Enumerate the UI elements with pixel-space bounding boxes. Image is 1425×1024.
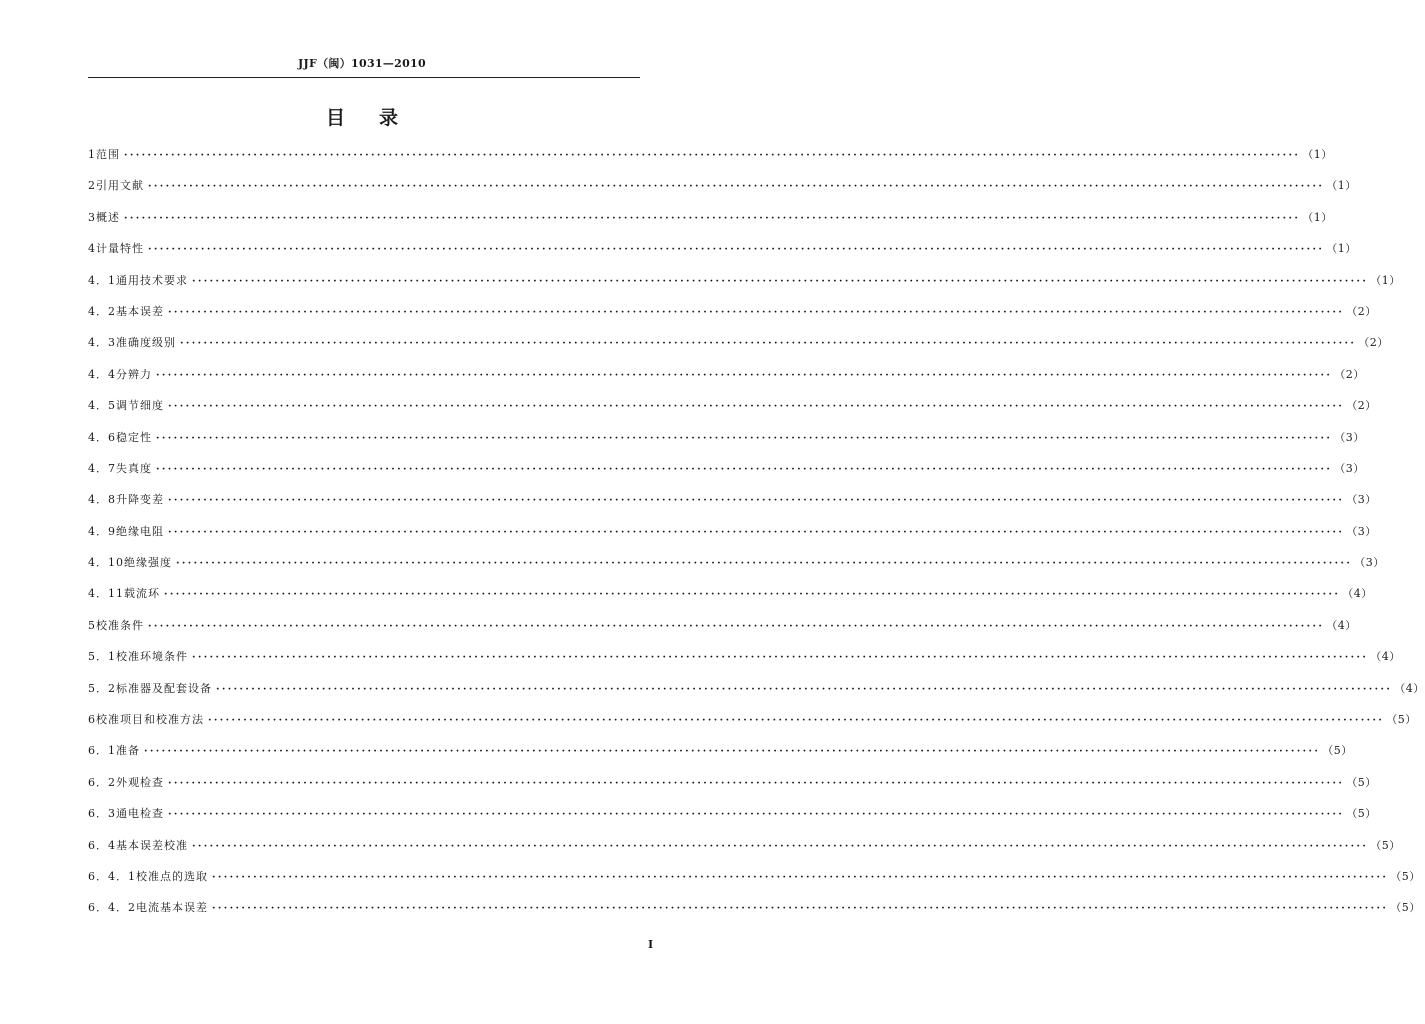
toc-entry-label: 基本误差校准 <box>116 838 188 852</box>
toc-entry-page: （5） <box>1370 838 1401 852</box>
toc-entry[interactable] <box>88 270 1401 301</box>
toc-entry-page: （4） <box>1326 618 1357 632</box>
toc-entry-page: （5） <box>1322 744 1353 758</box>
toc-entry[interactable] <box>88 803 1377 834</box>
toc-entry-label: 绝缘强度 <box>124 556 172 570</box>
toc-entry-number: 5 <box>88 618 96 632</box>
toc-entry-leader-dots: ········································································································································································································ <box>124 212 1301 224</box>
toc-entry-number: 4．7 <box>88 461 116 475</box>
toc-entry-page: （3） <box>1334 461 1365 475</box>
toc-entry[interactable] <box>88 395 1377 426</box>
toc-entry-leader-dots: ········································································································································································································ <box>148 244 1325 256</box>
toc-entry[interactable] <box>88 709 1417 740</box>
toc-entry-number: 5．1 <box>88 650 116 664</box>
toc-entry[interactable] <box>88 427 1365 458</box>
toc-entry[interactable] <box>88 144 1333 175</box>
toc-entry-leader-dots: ········································································································································································································ <box>192 840 1369 852</box>
toc-entry-leader-dots: ········································································································································································································ <box>148 181 1325 193</box>
toc-entry-page: （1） <box>1326 179 1357 193</box>
toc-entry-label: 准确度级别 <box>116 336 176 350</box>
toc-entry-leader-dots: ········································································································································································································ <box>192 652 1369 664</box>
toc-entry-page: （1） <box>1370 273 1401 287</box>
toc-entry[interactable] <box>88 678 1425 709</box>
toc-entry[interactable] <box>88 646 1401 677</box>
toc-entry-number: 4．8 <box>88 493 116 507</box>
toc-entry-leader-dots: ········································································································································································································ <box>168 495 1345 507</box>
toc-entry[interactable] <box>88 332 1389 363</box>
page-number: I <box>648 938 654 951</box>
toc-entry-label: 分辨力 <box>116 367 152 381</box>
toc-entry-number: 4．11 <box>88 587 124 601</box>
toc-entry-page: （3） <box>1354 556 1385 570</box>
toc-entry-number: 5．2 <box>88 681 116 695</box>
toc-entry-page: （2） <box>1358 336 1389 350</box>
toc-entry-page: （5） <box>1386 713 1417 727</box>
toc-entry-page: （1） <box>1326 242 1357 256</box>
toc-entry-leader-dots: ········································································································································································································ <box>156 463 1333 475</box>
toc-entry-number: 6．2 <box>88 775 116 789</box>
toc-entry-number: 4．9 <box>88 524 116 538</box>
toc-entry[interactable] <box>88 897 1421 928</box>
toc-entry-number: 4．6 <box>88 430 116 444</box>
header-rule <box>88 77 640 78</box>
toc-entry-leader-dots: ········································································································································································································ <box>144 746 1321 758</box>
toc-entry-label: 范围 <box>96 148 120 161</box>
toc-entry[interactable] <box>88 615 1357 646</box>
toc-entry-label: 载流环 <box>124 587 160 601</box>
toc-entry[interactable] <box>88 552 1385 583</box>
toc-entry-page: （2） <box>1346 399 1377 413</box>
toc-entry-page: （5） <box>1346 807 1377 821</box>
toc-entry-label: 外观检查 <box>116 775 164 789</box>
toc-entry-label: 校准条件 <box>96 618 144 632</box>
toc-entry[interactable] <box>88 458 1365 489</box>
toc-entry[interactable] <box>88 175 1357 206</box>
toc-entry-leader-dots: ········································································································································································································ <box>208 715 1385 727</box>
toc-entry[interactable] <box>88 772 1377 803</box>
toc-entry-number: 1 <box>88 148 96 161</box>
toc-entry-number: 3 <box>88 210 96 224</box>
toc-entry[interactable] <box>88 489 1377 520</box>
toc-entry[interactable] <box>88 740 1353 771</box>
toc-entry-number: 6．4．1 <box>88 869 136 883</box>
toc-entry-number: 6．4 <box>88 838 116 852</box>
toc-entry-label: 准备 <box>116 744 140 758</box>
toc-entry-page: （2） <box>1334 367 1365 381</box>
toc-entry-number: 4．4 <box>88 367 116 381</box>
toc-entry-leader-dots: ········································································································································································································ <box>124 150 1301 161</box>
toc-entry-page: （3） <box>1334 430 1365 444</box>
toc-entry-page: （4） <box>1342 587 1373 601</box>
toc-entry-label: 基本误差 <box>116 304 164 318</box>
toc-entry[interactable] <box>88 364 1365 395</box>
toc-entry-leader-dots: ········································································································································································································ <box>216 683 1393 695</box>
toc-entry-leader-dots: ········································································································································································································ <box>180 338 1357 350</box>
toc-entry-leader-dots: ········································································································································································································ <box>156 432 1333 444</box>
toc-entry-label: 校准点的选取 <box>136 869 208 883</box>
toc-entry-number: 6 <box>88 713 96 727</box>
toc-entry-leader-dots: ········································································································································································································ <box>148 620 1325 632</box>
toc-entry-number: 4 <box>88 242 96 256</box>
toc-entry-number: 4．1 <box>88 273 116 287</box>
toc-entry-number: 4．2 <box>88 304 116 318</box>
toc-entry-page: （2） <box>1346 304 1377 318</box>
toc-entry-page: （4） <box>1394 681 1425 695</box>
toc-entry-number: 2 <box>88 179 96 193</box>
toc-entry-leader-dots: ········································································································································································································ <box>212 903 1389 915</box>
toc-entry-label: 校准环境条件 <box>116 650 188 664</box>
toc-title: 目录 <box>325 107 432 129</box>
toc-entry-label: 标准器及配套设备 <box>116 681 212 695</box>
toc-entry-number: 6．1 <box>88 744 116 758</box>
document-code-header: JJF（闽）1031—2010 <box>298 57 426 70</box>
toc-entry-label: 引用文献 <box>96 179 144 193</box>
toc-entry-page: （4） <box>1370 650 1401 664</box>
toc-entry-leader-dots: ········································································································································································································ <box>176 558 1353 570</box>
toc-entry-label: 电流基本误差 <box>136 901 208 915</box>
toc-entry-number: 4．3 <box>88 336 116 350</box>
toc-entry[interactable] <box>88 583 1373 614</box>
toc-entry-number: 4．10 <box>88 556 124 570</box>
toc-entry-label: 稳定性 <box>116 430 152 444</box>
toc-entry-number: 6．3 <box>88 807 116 821</box>
toc-entry-label: 绝缘电阻 <box>116 524 164 538</box>
toc-entry[interactable] <box>88 207 1333 238</box>
toc-entry[interactable] <box>88 866 1421 897</box>
toc-entry-label: 计量特性 <box>96 242 144 256</box>
toc-entry-number: 6．4．2 <box>88 901 136 915</box>
toc-entry[interactable] <box>88 301 1377 332</box>
toc-entry-page: （3） <box>1346 524 1377 538</box>
toc-entry-leader-dots: ········································································································································································································ <box>192 275 1369 287</box>
table-of-contents <box>88 144 1425 929</box>
toc-entry-leader-dots: ········································································································································································································ <box>156 369 1333 381</box>
toc-entry[interactable] <box>88 521 1377 552</box>
toc-entry-page: （1） <box>1302 210 1333 224</box>
toc-entry-label: 通电检查 <box>116 807 164 821</box>
toc-entry-page: （5） <box>1390 869 1421 883</box>
toc-entry[interactable] <box>88 238 1357 269</box>
toc-entry-page: （5） <box>1346 775 1377 789</box>
toc-entry-leader-dots: ········································································································································································································ <box>168 809 1345 821</box>
toc-entry-leader-dots: ········································································································································································································ <box>168 777 1345 789</box>
toc-entry-leader-dots: ········································································································································································································ <box>164 589 1341 601</box>
toc-entry-page: （5） <box>1390 901 1421 915</box>
toc-entry-label: 调节细度 <box>116 399 164 413</box>
toc-entry-number: 4．5 <box>88 399 116 413</box>
toc-entry-page: （1） <box>1302 148 1333 161</box>
toc-entry[interactable] <box>88 835 1401 866</box>
toc-entry-leader-dots: ········································································································································································································ <box>212 871 1389 883</box>
toc-entry-leader-dots: ········································································································································································································ <box>168 526 1345 538</box>
toc-entry-leader-dots: ········································································································································································································ <box>168 401 1345 413</box>
toc-entry-leader-dots: ········································································································································································································ <box>168 306 1345 318</box>
toc-entry-label: 概述 <box>96 210 120 224</box>
toc-entry-page: （3） <box>1346 493 1377 507</box>
toc-entry-label: 校准项目和校准方法 <box>96 713 204 727</box>
toc-entry-label: 升降变差 <box>116 493 164 507</box>
toc-entry-label: 失真度 <box>116 461 152 475</box>
toc-entry-label: 通用技术要求 <box>116 273 188 287</box>
